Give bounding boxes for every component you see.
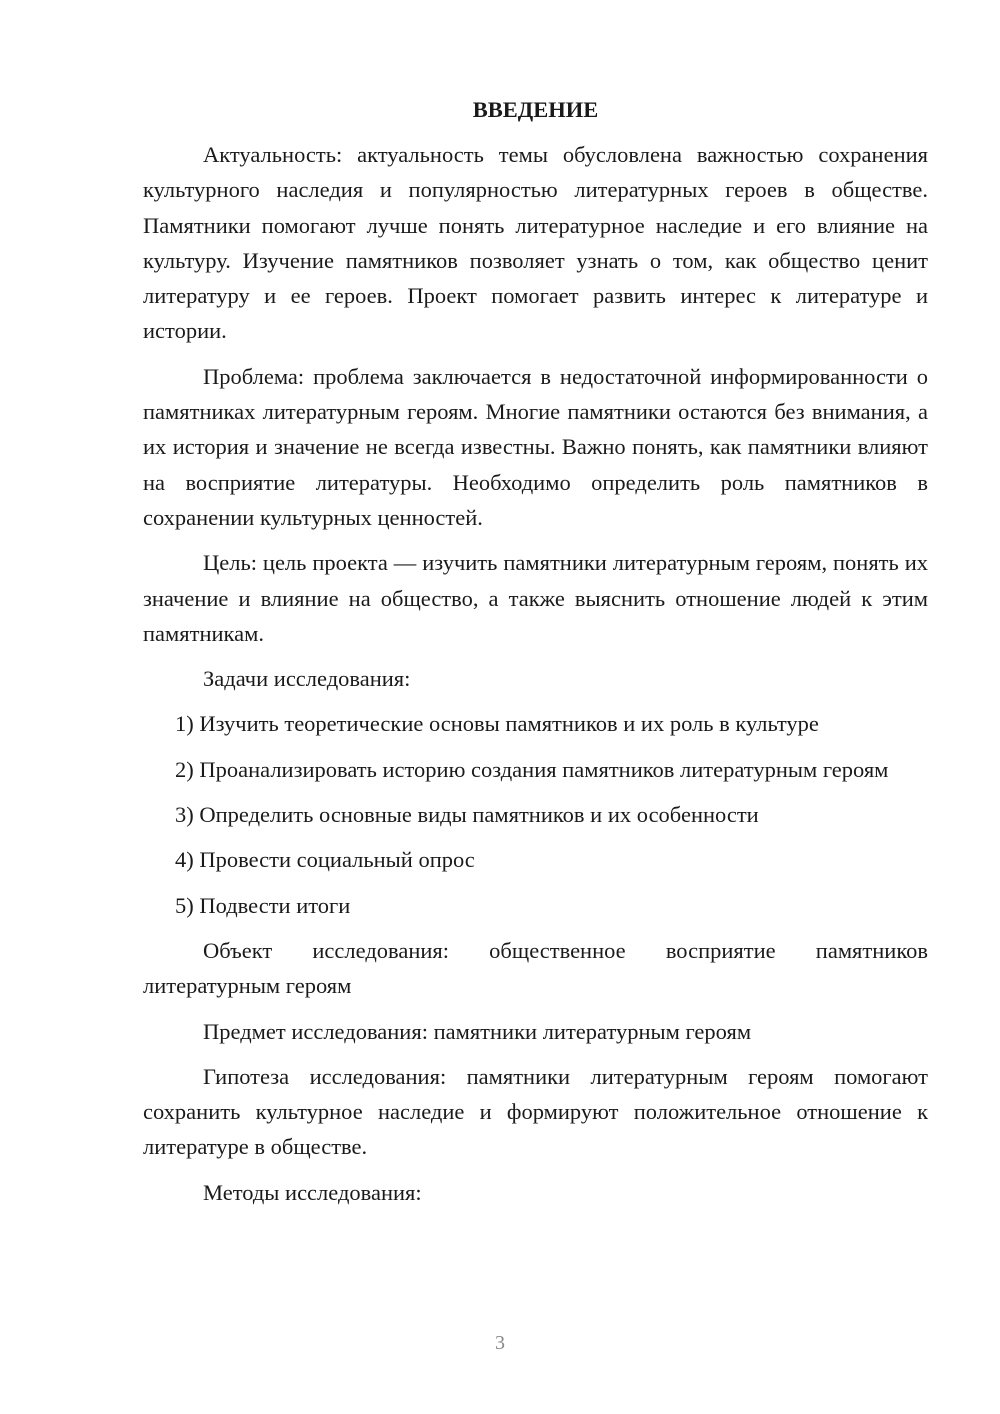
task-item-1: 1) Изучить теоретические основы памятников и их роль в культуре [175,711,819,737]
page-title: ВВЕДЕНИЕ [472,97,599,122]
task-item-5: 5) Подвести итоги [175,892,351,918]
object-paragraph: Объект исследования: общественное восприятие памятников литературным героям [143,937,928,999]
actuality-paragraph: Актуальность: актуальность темы обусловлена важностью сохранения культурного наследия и популярностью литературных героев в обществе. Памятники помогают лучше понять литературное наследие и его влияние на культуру. Изучение памятников позволяет узнать о том, как общество ценит литературу и ее героев. Проект помогает развить интерес к литературе и истории. [143,142,928,344]
page-number: 3 [495,1332,505,1354]
tasks-heading: Задачи исследования: [203,666,411,692]
problem-paragraph: Проблема: проблема заключается в недостаточной информированности о памятниках литературным героям. Многие памятники остаются без внимания, а их история и значение не всегда известны. Важно понять, как памятники влияют на восприятие литературы. Необходимо определить роль памятников в сохранении культурных ценностей. [143,363,928,530]
task-item-2: 2) Проанализировать историю создания памятников литературным героям [175,756,889,782]
page-content [143,92,928,1220]
task-item-3: 3) Определить основные виды памятников и их особенности [175,802,759,828]
hypothesis-paragraph: Гипотеза исследования: памятники литературным героям помогают сохранить культурное наследие и формируют положительное отношение к литературе в обществе. [143,1063,928,1160]
goal-paragraph: Цель: цель проекта — изучить памятники литературным героям, понять их значение и влияние на общество, а также выяснить отношение людей к этим памятникам. [143,550,928,646]
subject-paragraph: Предмет исследования: памятники литературным героям [203,1018,752,1044]
task-item-4: 4) Провести социальный опрос [175,847,475,873]
methods-heading: Методы исследования: [203,1179,422,1205]
